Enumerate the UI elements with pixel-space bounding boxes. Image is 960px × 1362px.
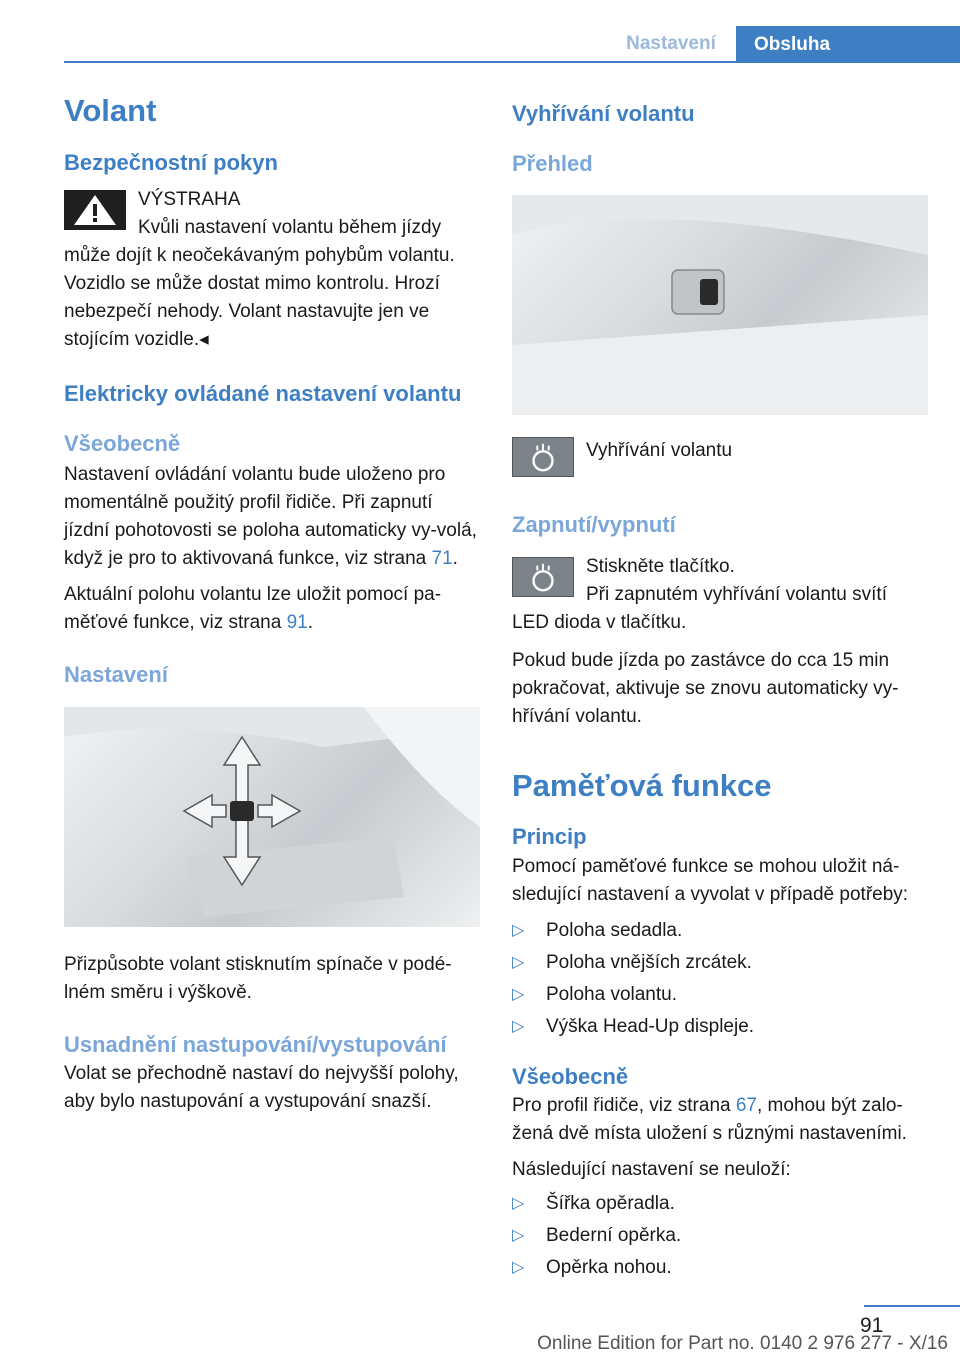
right-column	[512, 100, 928, 1284]
heating-heading: Vyhřívání volantu	[512, 101, 695, 126]
entry-heading: Usnadnění nastupování/vystupování	[64, 1031, 447, 1057]
setting-caption: Přizpůsobte volant stisknutím spínače v podé-lném směru i výškově.	[64, 953, 452, 1003]
principle-heading: Princip	[512, 824, 587, 850]
list-item: ▷ Poloha volantu.	[512, 979, 928, 1011]
footer-rule	[864, 1305, 960, 1307]
memory-title: Paměťová funkce	[512, 767, 772, 803]
page-link-67[interactable]: 67	[735, 1095, 757, 1117]
safety-heading: Bezpečnostní pokyn	[64, 149, 278, 175]
general-text-2-body: Aktuální polohu volantu lze uložit pomocí pa-měťové funkce, viz strana	[64, 584, 442, 634]
list-item: ▷ Výška Head-Up displeje.	[512, 1011, 928, 1043]
onoff-row	[512, 553, 928, 637]
general-text-1-body: Nastavení ovládání volantu bude uloženo pro momentálně použitý profil řidiče. Při zapnutí jízdní pohotovosti se poloha automaticky vy-volá, když je pro to aktivovaná funkce, viz strana	[64, 464, 477, 570]
general-text-1	[64, 461, 480, 573]
list-item: ▷ Poloha sedadla.	[512, 915, 928, 947]
steering-heat-button-icon	[512, 557, 574, 597]
steering-adjust-photo	[64, 707, 480, 927]
general-text-2	[64, 581, 480, 637]
general-text-1-end: .	[452, 548, 458, 570]
heating-button-photo	[512, 195, 928, 415]
memory-items-list	[512, 915, 928, 1043]
overview-caption: Vyhřívání volantu	[586, 440, 733, 461]
not-saved-list	[512, 1188, 928, 1284]
list-item: ▷ Šířka opěradla.	[512, 1188, 928, 1220]
warning-triangle-icon	[64, 190, 126, 230]
warning-label: VÝSTRAHA	[138, 189, 241, 211]
warning-text: Kvůli nastavení volantu během jízdy může dojít k neočekávaným pohybům volantu. Vozidlo se může dostat mimo kontrolu. Hrozí nebezpečí nehody. Volant nastavujte jen ve stojícím vozidle.◂	[64, 217, 455, 351]
onoff-heading: Zapnutí/vypnutí	[512, 512, 676, 537]
general-right-text-1-body: Pro profil řidiče, viz strana	[512, 1095, 736, 1117]
principle-text: Pomocí paměťové funkce se mohou uložit ná-sledující nastavení a vyvolat v případě potřeby:	[512, 855, 909, 905]
footer-edition: Online Edition for Part no. 0140 2 976 277 - X/16	[537, 1333, 948, 1354]
list-item: ▷ Opěrka nohou.	[512, 1252, 928, 1284]
setting-heading: Nastavení	[64, 662, 168, 688]
adjust-arrows-illustration	[64, 707, 480, 927]
list-item: ▷ Poloha vnějších zrcátek.	[512, 947, 928, 979]
entry-text: Volat se přechodně nastaví do nejvyšší polohy, aby bylo nastupování a vystupování snazší.	[64, 1063, 459, 1113]
page-number: 91	[860, 1314, 884, 1337]
heating-button-illustration	[512, 195, 928, 415]
steering-heat-icon	[512, 437, 574, 477]
overview-heading: Přehled	[512, 150, 593, 176]
list-item: ▷ Bederní opěrka.	[512, 1220, 928, 1252]
general-right-text-1-end: , mohou být zalo-žená dvě místa uložení s různými nastaveními.	[512, 1095, 907, 1145]
overview-row	[512, 433, 928, 481]
page-link-91[interactable]: 91	[286, 612, 308, 634]
general-text-2-end: .	[307, 612, 313, 634]
general-right-text-1	[512, 1092, 928, 1148]
onoff-text-2: Při zapnutém vyhřívání volantu svítí LED dioda v tlačítku.	[512, 583, 887, 633]
general-right-text-2: Následující nastavení se neuloží:	[512, 1159, 791, 1181]
general-heading-left: Všeobecně	[64, 430, 181, 456]
page-link-71[interactable]: 71	[431, 548, 453, 570]
onoff-text-1: Stiskněte tlačítko.	[586, 555, 735, 577]
page-title: Volant	[64, 93, 157, 128]
tab-obsluha[interactable]: Obsluha	[736, 26, 960, 63]
tab-nastaveni[interactable]: Nastavení	[626, 33, 716, 54]
general-heading-right: Všeobecně	[512, 1063, 629, 1089]
warning-block	[64, 186, 480, 354]
electric-adjust-heading: Elektricky ovládané nastavení volantu	[64, 381, 462, 407]
left-column	[64, 92, 480, 1116]
onoff-text-3: Pokud bude jízda po zastávce do cca 15 min pokračovat, aktivuje se znovu automaticky vy-hřívání volantu.	[512, 649, 899, 727]
